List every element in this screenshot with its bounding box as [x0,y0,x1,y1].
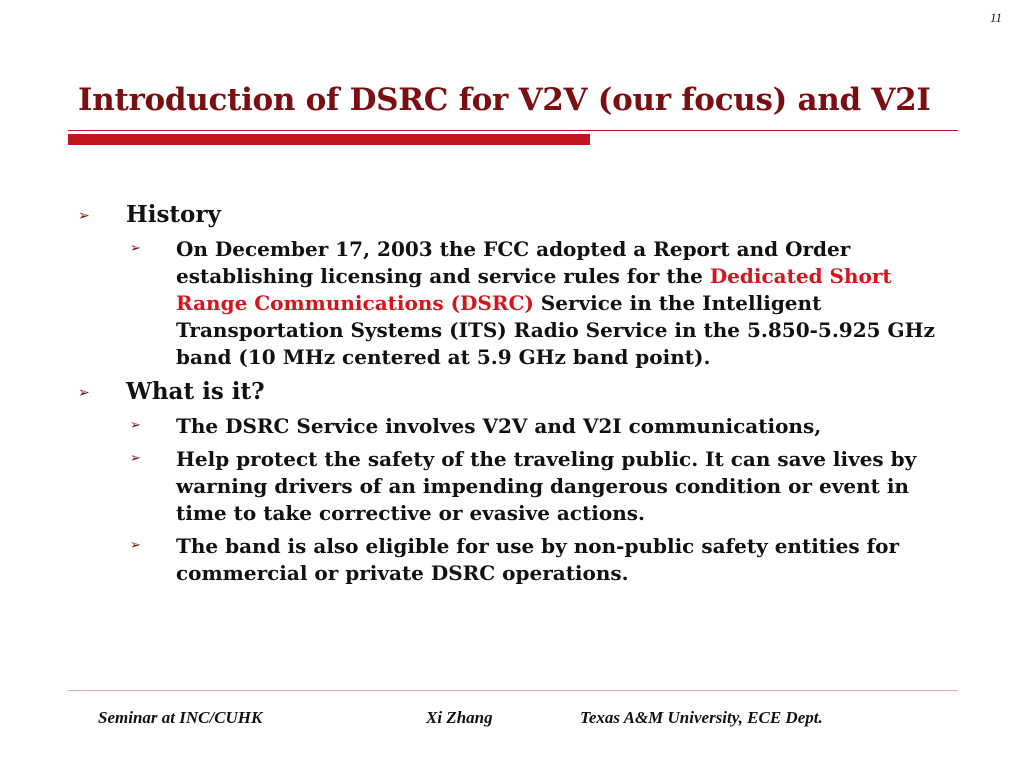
section-heading: History [126,201,221,228]
title-divider-thick [68,134,590,145]
list-item [126,446,936,527]
dsrc-highlight: Dedicated Short Range Communications (DSRC) [176,264,892,315]
list-item [126,533,936,587]
history-sublist [126,236,956,371]
item-text-before: On December 17, 2003 the FCC adopted a Report and Order establishing licensing and service rules for the [176,237,851,288]
arrow-bullet-icon: ➢ [78,385,90,401]
item-text: The band is also eligible for use by non-public safety entities for commercial or private DSRC operations. [176,534,900,585]
title-divider-thin [68,130,958,131]
list-item [126,413,936,440]
item-text: The DSRC Service involves V2V and V2I communications, [176,414,822,438]
item-text-after: Service in the Intelligent Transportation Systems (ITS) Radio Service in the 5.850-5.925 GHz band (10 MHz centered at 5.9 GHz band point). [176,291,935,369]
item-text: Help protect the safety of the traveling public. It can save lives by warning drivers of an impending dangerous condition or event in time to take corrective or evasive actions. [176,447,917,525]
section-what-is-it [76,377,956,587]
arrow-bullet-icon: ➢ [130,538,141,553]
page-number: 11 [989,10,1002,25]
arrow-bullet-icon: ➢ [130,418,141,433]
section-history [76,200,956,371]
arrow-bullet-icon: ➢ [130,241,141,256]
what-is-it-sublist [126,413,956,587]
arrow-bullet-icon: ➢ [78,208,90,224]
footer-venue: Seminar at INC/CUHK [98,708,263,727]
bullet-content [76,200,956,593]
arrow-bullet-icon: ➢ [130,451,141,466]
footer-divider [68,690,958,691]
footer-author: Xi Zhang [426,708,493,727]
slide-title: Introduction of DSRC for V2V (our focus) and V2I [78,82,931,118]
section-heading: What is it? [126,378,265,405]
footer-affiliation: Texas A&M University, ECE Dept. [580,708,823,727]
list-item [126,236,936,371]
